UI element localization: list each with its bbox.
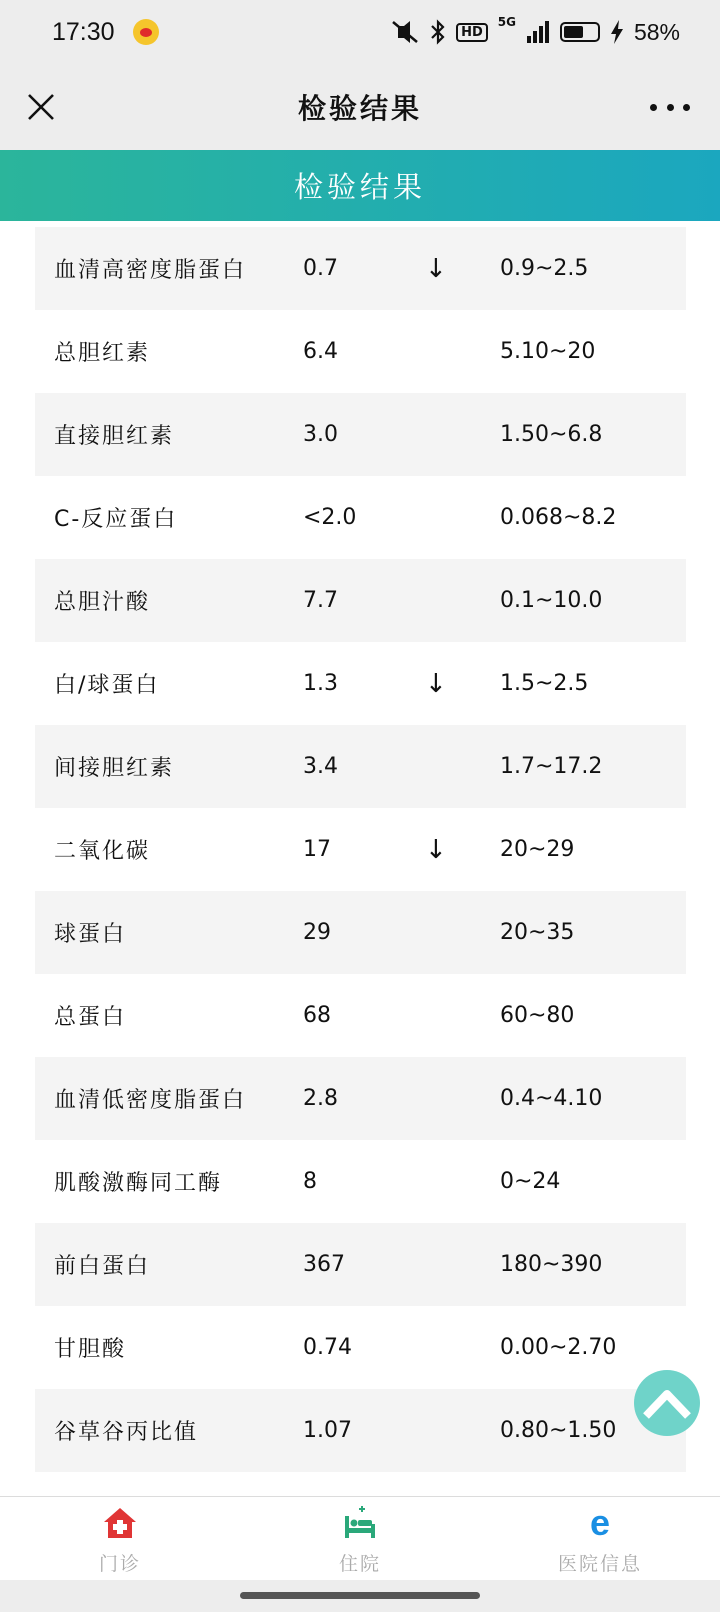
result-name: 直接胆红素 [54,424,175,449]
close-icon[interactable] [20,86,62,128]
tab-label: 门诊 [98,1553,141,1575]
result-row [35,476,686,559]
result-flag-icon: ↓ [425,834,447,865]
result-row [35,1057,686,1140]
chevron-up-icon [642,1386,692,1420]
result-reference-range: 0~24 [500,1169,561,1194]
result-row [35,642,686,725]
result-reference-range: 20~29 [500,837,575,862]
status-time: 17:30 [52,17,115,46]
result-value: 0.74 [303,1335,352,1360]
tab-label: 医院信息 [557,1553,642,1575]
result-name: 前白蛋白 [54,1254,151,1279]
result-value: 68 [303,1003,331,1028]
result-name: 总胆汁酸 [54,590,151,615]
result-row [35,808,686,891]
result-reference-range: 0.4~4.10 [500,1086,603,1111]
result-name: 血清高密度脂蛋白 [54,258,247,283]
result-row [35,1389,686,1472]
result-name: C-反应蛋白 [54,507,178,532]
result-value: 0.7 [303,256,338,281]
home-indicator[interactable] [240,1592,480,1599]
result-name: 甘胆酸 [54,1337,127,1362]
network-type: 5G [497,14,516,29]
nav-bar [0,64,720,150]
inpatient-icon [342,1505,378,1541]
page-title: 检验结果 [297,92,422,125]
scroll-to-top-button[interactable] [634,1370,700,1436]
result-name: 二氧化碳 [54,839,151,864]
result-reference-range: 0.1~10.0 [500,588,603,613]
hospital-info-icon: e [589,1502,611,1543]
result-value: 3.0 [303,422,338,447]
result-value: 8 [303,1169,317,1194]
result-value: <2.0 [303,505,357,530]
weibo-notification-icon [133,19,159,45]
result-row [35,891,686,974]
result-reference-range: 1.7~17.2 [500,754,603,779]
tab-outpatient[interactable] [0,1497,240,1580]
results-banner [0,150,720,221]
result-name: 总胆红素 [54,341,151,366]
result-reference-range: 0.9~2.5 [500,256,589,281]
tab-hospital-info[interactable] [480,1497,720,1580]
result-name: 球蛋白 [54,922,127,947]
signal-icon [526,21,550,43]
result-name: 谷草谷丙比值 [54,1420,199,1445]
result-reference-range: 20~35 [500,920,575,945]
result-reference-range: 5.10~20 [500,339,596,364]
result-row [35,1140,686,1223]
result-value: 29 [303,920,331,945]
result-reference-range: 1.5~2.5 [500,671,589,696]
result-value: 6.4 [303,339,338,364]
close-icon-glyph [27,93,55,121]
charging-icon [610,20,624,44]
result-name: 总蛋白 [54,1005,127,1030]
result-reference-range: 0.80~1.50 [500,1418,617,1443]
result-row [35,393,686,476]
result-reference-range: 1.50~6.8 [500,422,603,447]
result-value: 7.7 [303,588,338,613]
battery-percent: 58% [633,18,680,45]
result-reference-range: 180~390 [500,1252,603,1277]
status-bar [0,0,720,64]
result-row [35,1306,686,1389]
result-reference-range: 0.068~8.2 [500,505,617,530]
banner-title: 检验结果 [293,170,426,204]
result-value: 2.8 [303,1086,338,1111]
tab-label: 住院 [338,1553,381,1575]
result-flag-icon: ↓ [425,253,447,284]
result-value: 1.07 [303,1418,352,1443]
hd-icon: HD [456,23,488,42]
result-name: 血清低密度脂蛋白 [54,1088,247,1113]
result-flag-icon: ↓ [425,668,447,699]
result-row [35,559,686,642]
result-name: 间接胆红素 [54,756,175,781]
result-reference-range: 0.00~2.70 [500,1335,617,1360]
result-name: 白/球蛋白 [54,673,160,698]
more-icon[interactable] [650,90,690,124]
result-value: 1.3 [303,671,338,696]
result-row [35,974,686,1057]
result-name: 肌酸激酶同工酶 [54,1171,223,1196]
result-value: 17 [303,837,331,862]
tab-inpatient[interactable] [240,1497,480,1580]
mute-icon [390,20,420,44]
results-table [35,227,686,1472]
battery-icon [560,22,600,42]
result-reference-range: 60~80 [500,1003,575,1028]
bottom-tabbar [0,1496,720,1580]
result-value: 3.4 [303,754,338,779]
result-row [35,310,686,393]
bluetooth-icon [430,19,446,45]
result-row [35,227,686,310]
result-row [35,725,686,808]
status-icons [390,14,680,46]
outpatient-icon [102,1505,138,1541]
result-row [35,1223,686,1306]
result-value: 367 [303,1252,345,1277]
